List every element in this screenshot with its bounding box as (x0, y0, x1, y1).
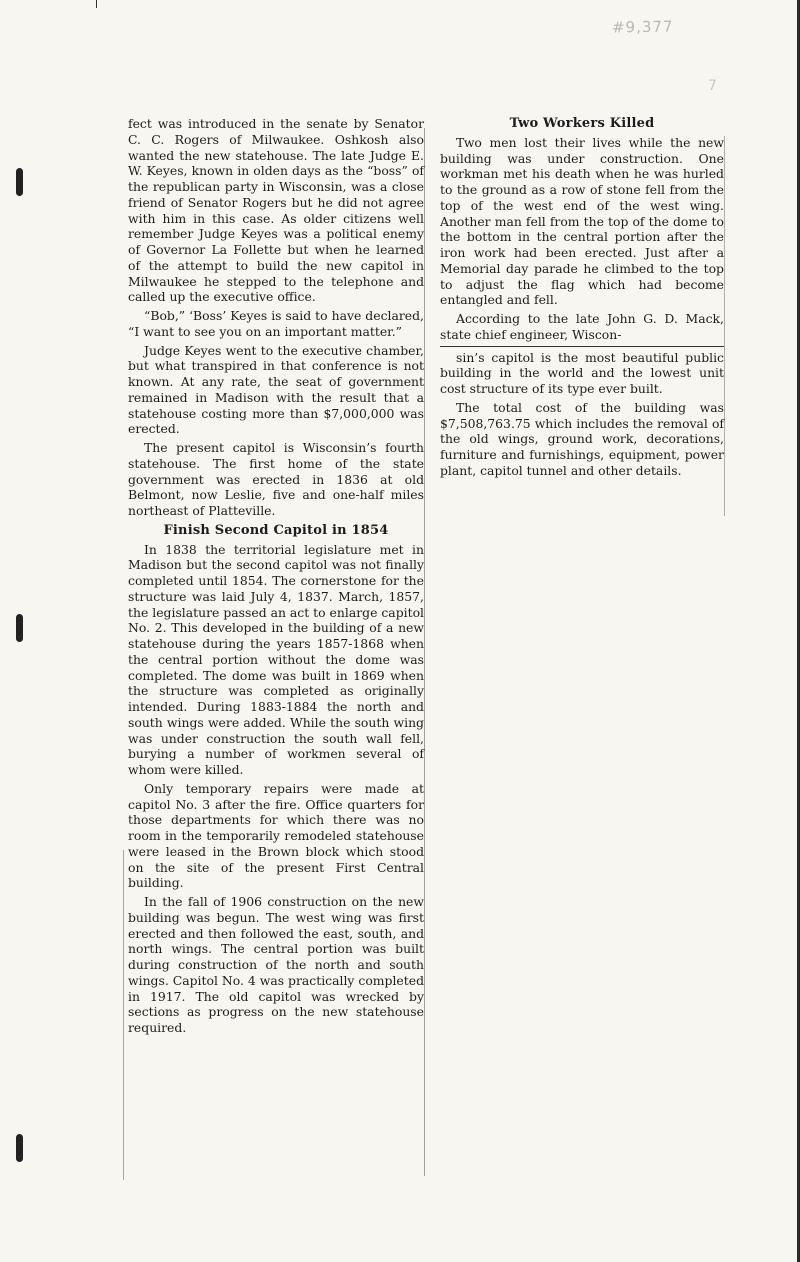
right-column (440, 116, 724, 482)
paragraph: In the fall of 1906 construction on the new building was begun. The west wing was first erected and then followed the east, south, and north wings. The central portion was built during construction of the north and south wings. Capitol No. 4 was practically completed in 1917. The old capitol was wrecked by sections as progress on the new statehouse required. (128, 894, 424, 1035)
paragraph: Judge Keyes went to the executive chamber, but what transpired in that conference is not known. At any rate, the seat of government remained in Madison with the result that a statehouse costing more than $7,000,000 was erected. (128, 342, 424, 437)
left-column (128, 116, 424, 1039)
paragraph: sin’s capitol is the most beautiful public building in the world and the lowest unit cost structure of its type ever built. (440, 349, 724, 396)
paragraph: Only temporary repairs were made at capitol No. 3 after the fire. Office quarters for those departments for which there was no room in the temporarily remodeled statehouse were leased in the Brown block which stood on the site of the present First Central building. (128, 780, 424, 891)
binder-hole-mark-bottom (16, 1134, 23, 1162)
paragraph: In 1838 the territorial legislature met in Madison but the second capitol was not finally completed until 1854. The cornerstone for the structure was laid July 4, 1837. March, 1857, the legislature passed an act to enlarge capitol No. 2. This developed in the building of a new statehouse during the years 1857-1868 when the central portion without the dome was completed. The dome was built in 1869 when the structure was completed as originally intended. During 1883-1884 the north and south wings were added. While the south wing was under construction the south wall fell, burying a number of workmen several of whom were killed. (128, 541, 424, 777)
top-crease-mark (96, 0, 97, 8)
paragraph: The total cost of the building was $7,508,763.75 which includes the removal of the old wings, ground work, decorations, furniture and furnishings, equipment, power plant, capitol tunnel and other details. (440, 399, 724, 478)
paragraph: “Bob,” ‘Boss’ Keyes is said to have declared, “I want to see you on an important matter.” (128, 308, 424, 339)
paragraph: fect was introduced in the senate by Senator C. C. Rogers of Milwaukee. Oshkosh also wanted the new statehouse. The late Judge E. W. Keyes, known in olden days as the “boss” of the republican party in Wisconsin, was a close friend of Senator Rogers but he did not agree with him in this case. As older citizens well remember Judge Keyes was a political enemy of Governor La Follette but when he learned of the attempt to build the new capitol in Milwaukee he stepped to the telephone and called up the executive office. (128, 116, 424, 305)
left-border-rule (123, 850, 124, 1180)
section-heading: Two Workers Killed (509, 116, 655, 131)
section-heading: Finish Second Capitol in 1854 (163, 522, 389, 538)
binder-hole-mark-top (16, 168, 23, 196)
clipping-cut-line (440, 346, 724, 347)
column-rule (424, 128, 425, 1176)
paragraph: The present capitol is Wisconsin’s fourth statehouse. The first home of the state government was erected in 1836 at old Belmont, now Leslie, five and one-half miles northeast of Platteville. (128, 440, 424, 518)
right-border-rule (724, 136, 725, 516)
paragraph: According to the late John G. D. Mack, state chief engineer, Wiscon- (440, 311, 724, 342)
corner-mark: 7 (708, 78, 717, 94)
binder-hole-mark-middle (16, 614, 23, 642)
archive-stamp: #9,377 (611, 17, 674, 37)
paragraph: Two men lost their lives while the new building was under construction. One workman met his death when he was hurled to the ground as a row of stone fell from the top of the west end of the west wing. Another man fell from the top of the dome to the bottom in the central portion after the iron work had been erected. Just after a Memorial day parade he climbed to the top to adjust the flag which had become entangled and fell. (440, 134, 724, 308)
